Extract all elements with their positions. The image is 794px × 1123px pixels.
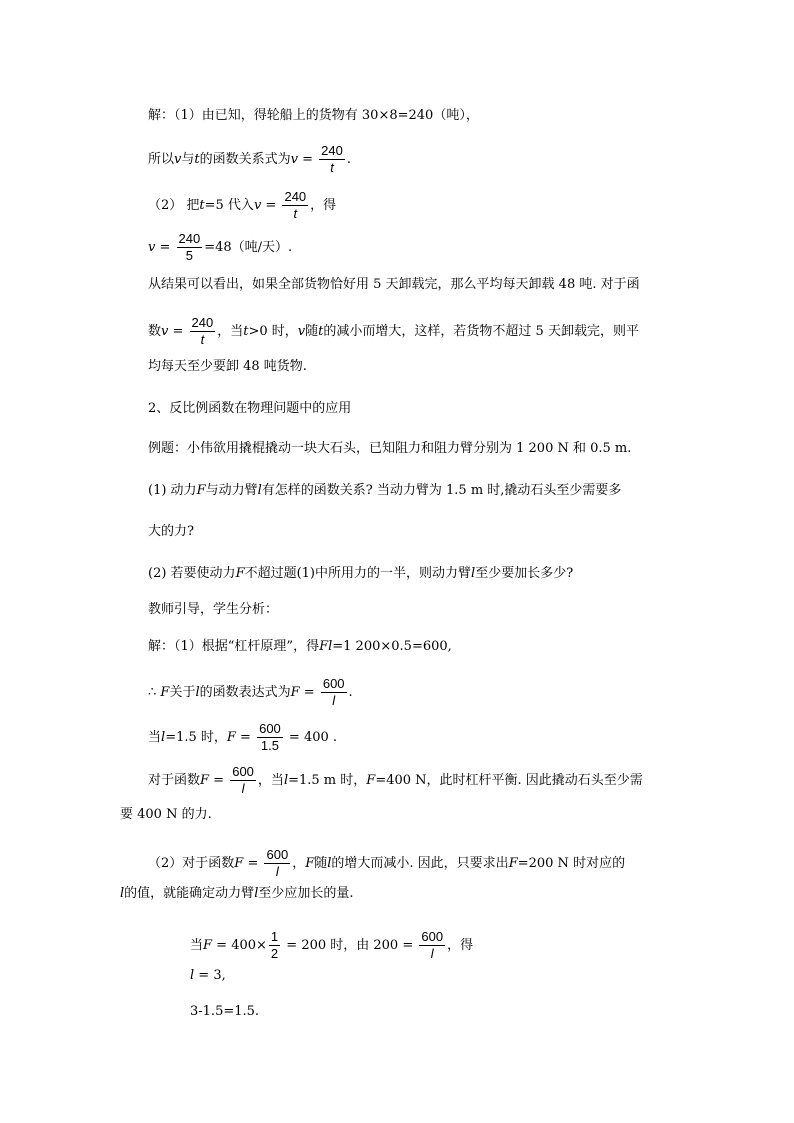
fraction: $\frac{600}{l}$ xyxy=(266,847,289,879)
solution-2-line-2: v = $\frac{240}{5}$ =48（吨/天）. xyxy=(148,231,293,263)
question-1-line-1: (1) 动力F与动力臂l有怎样的函数关系? 当动力臂为 1.5 m 时,撬动石头至少需要多 xyxy=(148,483,622,498)
fraction: $\frac{600}{l}$ xyxy=(322,676,345,708)
fraction: $\frac{600}{1.5}$ xyxy=(259,721,281,753)
question-2: (2) 若要使动力F不超过题(1)中所用力的一半，则动力臂l至少要加长多少? xyxy=(148,566,574,581)
example-solution-2-line-1: （2）对于函数F = $\frac{600}{l}$ ，F随l的增大而减小. 因此，只要求出F=200 N 时对应的 xyxy=(148,847,626,879)
example-statement: 例题：小伟欲用撬棍撬动一块大石头，已知阻力和阻力臂分别为 1 200 N 和 0.5 m. xyxy=(148,441,632,456)
example-solution-1-line-3: 当l=1.5 时，F = $\frac{600}{1.5}$ = 400 . xyxy=(148,721,338,753)
conclusion-line-3: 均每天至少要卸 48 吨货物. xyxy=(148,359,307,374)
solution-1-line-1: 解：（1）由已知，得轮船上的货物有 30×8=240（吨）， xyxy=(148,108,479,123)
fraction: $\frac{240}{t}$ xyxy=(321,143,343,175)
calc-line-1: 当F = 400× $\frac{1}{2}$ = 200 时，由 200 = $\frac{600}{l}$ ，得 xyxy=(190,929,474,961)
section-heading: 2、反比例函数在物理问题中的应用 xyxy=(148,401,352,416)
fraction: $\frac{1}{2}$ xyxy=(270,929,279,961)
conclusion-line-2: 数v = $\frac{240}{t}$ ，当t>0 时，v随t的减小而增大，这样，若货物不超过 5 天卸载完，则平 xyxy=(148,315,639,347)
solution-1-line-2: 所以v与t的函数关系式为v = $\frac{240}{t}$ . xyxy=(148,143,352,175)
fraction: $\frac{240}{t}$ xyxy=(284,189,307,221)
example-solution-1-line-5: 要 400 N 的力. xyxy=(120,807,212,822)
fraction: $\frac{600}{l}$ xyxy=(232,764,254,796)
calc-line-2: l = 3, xyxy=(190,968,226,983)
question-1-line-2: 大的力? xyxy=(148,524,194,539)
example-solution-1-line-4: 对于函数F = $\frac{600}{l}$ ，当l=1.5 m 时，F=400 N，此时杠杆平衡. 因此撬动石头至少需 xyxy=(148,764,643,796)
solution-2-line-1: （2） 把t=5 代入v = $\frac{240}{t}$ ，得 xyxy=(148,189,337,221)
calc-line-3: 3-1.5=1.5. xyxy=(190,1004,260,1019)
example-solution-1-line-1: 解：（1）根据“杠杆原理”，得Fl=1 200×0.5=600, xyxy=(148,639,452,654)
fraction: $\frac{240}{t}$ xyxy=(191,315,214,347)
fraction: $\frac{600}{l}$ xyxy=(421,929,444,961)
fraction: $\frac{240}{5}$ xyxy=(178,231,201,263)
example-solution-2-line-2: l的值，就能确定动力臂l至少应加长的量. xyxy=(120,886,354,901)
example-solution-1-line-2: ∴ F关于l的函数表达式为F = $\frac{600}{l}$ . xyxy=(148,676,353,708)
teacher-guide: 教师引导，学生分析： xyxy=(148,602,279,617)
conclusion-line-1: 从结果可以看出，如果全部货物恰好用 5 天卸载完，那么平均每天卸载 48 吨. 对于函 xyxy=(148,277,640,292)
